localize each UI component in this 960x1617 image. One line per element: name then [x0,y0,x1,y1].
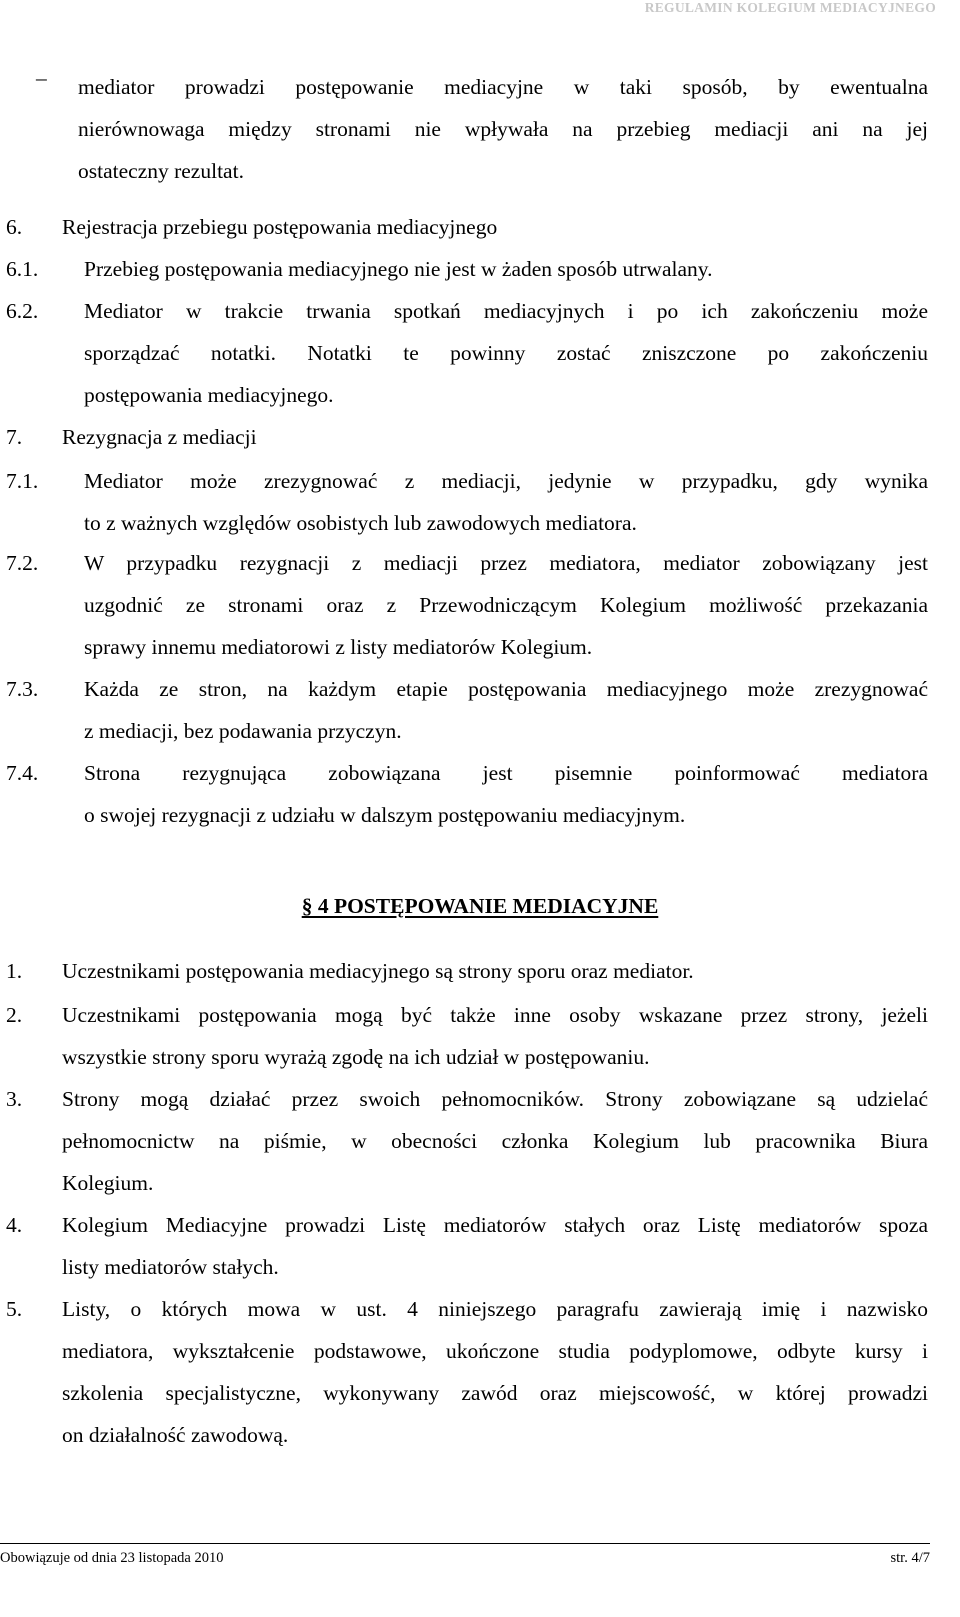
item-number: 6.2. [6,299,39,323]
item-number: 7.1. [6,469,39,493]
section-item-4 [6,1204,928,1288]
text-line: on działalność zawodową. [62,1423,289,1447]
text-line: mediator prowadzi postępowanie mediacyjne w taki sposób, by ewentualna [78,75,928,99]
text-line: wszystkie strony sporu wyrażą zgodę na ich udział w postępowaniu. [62,1045,650,1069]
item-number: 7.3. [6,677,39,701]
section-item-3 [6,1078,928,1204]
text-line: listy mediatorów stałych. [62,1255,279,1279]
text-line: nierównowaga między stronami nie wpływała na przebieg mediacji ani na jej [78,117,928,141]
section-item-5 [6,1288,928,1456]
text-line: Uczestnikami postępowania mogą być także inne osoby wskazane przez strony, jeżeli [62,1003,928,1027]
dash-marker: – [36,66,47,90]
item-number: 3. [6,1087,23,1111]
text-line: mediatora, wykształcenie podstawowe, ukończone studia podyplomowe, odbyte kursy i [62,1339,928,1363]
item-number: 6.1. [6,257,39,281]
running-header: REGULAMIN KOLEGIUM MEDIACYJNEGO [644,0,936,15]
item-number: 7.4. [6,761,39,785]
text-line: Strony mogą działać przez swoich pełnomocników. Strony zobowiązane są udzielać [62,1087,928,1111]
list-item-7 [6,416,928,458]
item-number: 4. [6,1213,23,1237]
item-number: 6. [6,215,23,239]
text-line: Przebieg postępowania mediacyjnego nie jest w żaden sposób utrwalany. [84,257,713,281]
list-item-7-1 [6,460,928,544]
text-line: sporządzać notatki. Notatki te powinny zostać zniszczone po zakończeniu [84,341,928,365]
text-line: Mediator może zrezygnować z mediacji, jedynie w przypadku, gdy wynika [84,469,928,493]
dash-list-item [36,66,928,192]
text-line: Mediator w trakcie trwania spotkań mediacyjnych i po ich zakończeniu może [84,299,928,323]
text-line: z mediacji, bez podawania przyczyn. [84,719,402,743]
text-line: Kolegium. [62,1171,154,1195]
section-item-2 [6,994,928,1078]
text-line: Kolegium Mediacyjne prowadzi Listę mediatorów stałych oraz Listę mediatorów spoza [62,1213,928,1237]
list-item-6-2 [6,290,928,416]
text-line: Listy, o których mowa w ust. 4 niniejszego paragrafu zawierają imię i nazwisko [62,1297,928,1321]
item-number: 7.2. [6,551,39,575]
section-heading [0,890,960,922]
text-line: W przypadku rezygnacji z mediacji przez mediatora, mediator zobowiązany jest [84,551,928,575]
text-line: postępowania mediacyjnego. [84,383,334,407]
item-number: 7. [6,425,23,449]
footer-effective-date: Obowiązuje od dnia 23 listopada 2010 [0,1550,224,1566]
text-line: Każda ze stron, na każdym etapie postępowania mediacyjnego może zrezygnować [84,677,928,701]
text-line: pełnomocnictw na piśmie, w obecności członka Kolegium lub pracownika Biura [62,1129,928,1153]
text-line: uzgodnić ze stronami oraz z Przewodniczącym Kolegium możliwość przekazania [84,593,928,617]
footer-divider [0,1543,930,1544]
list-item-7-4 [6,752,928,836]
text-line: sprawy innemu mediatorowi z listy mediatorów Kolegium. [84,635,593,659]
text-line: to z ważnych względów osobistych lub zawodowych mediatora. [84,511,637,535]
list-item-6-1 [6,248,928,290]
item-number: 2. [6,1003,23,1027]
section-heading-text: § 4 POSTĘPOWANIE MEDIACYJNE [301,894,659,918]
item-heading: Rezygnacja z mediacji [62,425,257,449]
list-item-6 [6,206,928,248]
text-line: szkolenia specjalistyczne, wykonywany zawód oraz miejscowość, w której prowadzi [62,1381,928,1405]
text-line: o swojej rezygnacji z udziału w dalszym postępowaniu mediacyjnym. [84,803,686,827]
item-number: 5. [6,1297,23,1321]
text-line: ostateczny rezultat. [78,159,244,183]
section-item-1 [6,950,928,992]
list-item-7-3 [6,668,928,752]
text-line: Strona rezygnująca zobowiązana jest pisemnie poinformować mediatora [84,761,928,785]
text-line: Uczestnikami postępowania mediacyjnego są strony sporu oraz mediator. [62,959,694,983]
item-number: 1. [6,959,23,983]
item-heading: Rejestracja przebiegu postępowania mediacyjnego [62,215,498,239]
page-number: str. 4/7 [890,1550,930,1566]
list-item-7-2 [6,542,928,668]
